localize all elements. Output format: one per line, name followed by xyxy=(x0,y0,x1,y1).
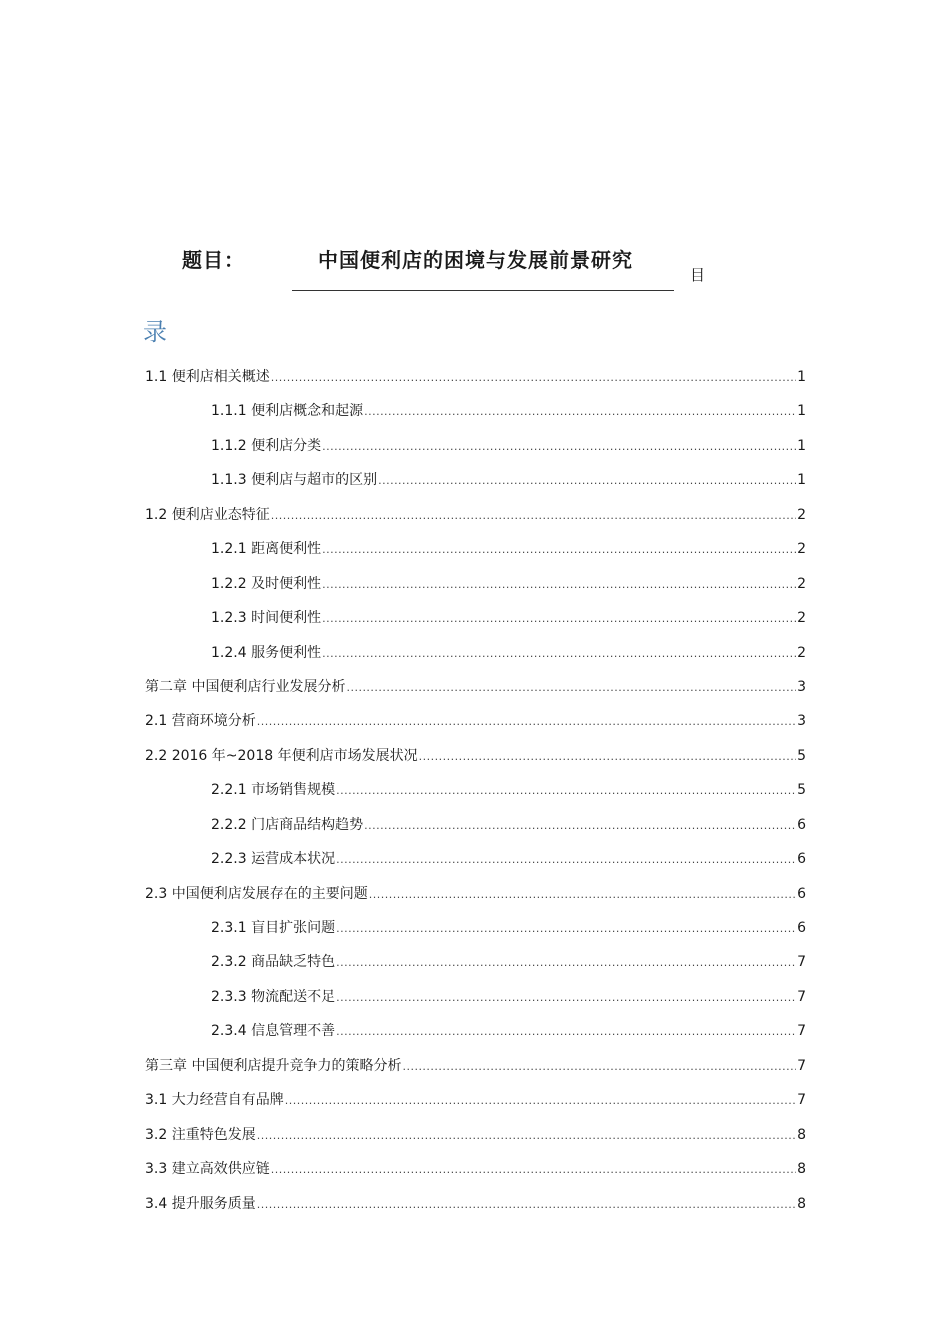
toc-entry-page: 2 xyxy=(797,644,806,661)
toc-leader-dots xyxy=(257,1125,796,1147)
toc-leader-dots xyxy=(369,884,796,906)
toc-leader-dots xyxy=(378,470,796,492)
toc-entry-page: 2 xyxy=(797,541,806,558)
toc-entry-page: 7 xyxy=(797,1057,806,1074)
toc-heading-part2: 录 xyxy=(143,318,167,346)
toc-entry-page: 8 xyxy=(797,1161,806,1178)
toc-entry-label: 2.3 中国便利店发展存在的主要问题 xyxy=(145,885,368,902)
toc-leader-dots xyxy=(402,1056,796,1078)
toc-entry[interactable] xyxy=(145,986,806,1020)
toc-leader-dots xyxy=(322,608,796,630)
toc-leader-dots xyxy=(419,746,796,768)
toc-entry-page: 1 xyxy=(797,472,806,489)
toc-leader-dots xyxy=(336,987,796,1009)
toc-entry-label: 2.3.2 商品缺乏特色 xyxy=(211,954,336,971)
toc-entry[interactable] xyxy=(145,917,806,951)
toc-entry-label: 第二章 中国便利店行业发展分析 xyxy=(145,678,346,695)
toc-entry-label: 1.1.1 便利店概念和起源 xyxy=(211,403,364,420)
toc-leader-dots xyxy=(336,1021,796,1043)
toc-leader-dots xyxy=(322,643,796,665)
toc-entry-page: 2 xyxy=(797,610,806,627)
toc-entry[interactable] xyxy=(145,1089,806,1123)
toc-entry-label: 2.1 营商环境分析 xyxy=(145,713,256,730)
toc-entry-label: 1.2.1 距离便利性 xyxy=(211,541,322,558)
toc-entry-page: 6 xyxy=(797,816,806,833)
toc-entry-label: 1.2.2 及时便利性 xyxy=(211,575,322,592)
toc-entry[interactable] xyxy=(145,469,806,503)
toc-leader-dots xyxy=(271,367,796,389)
toc-entry-label: 3.1 大力经营自有品牌 xyxy=(145,1092,284,1109)
toc-entry-page: 1 xyxy=(797,403,806,420)
toc-leader-dots xyxy=(364,815,796,837)
toc-entry[interactable] xyxy=(145,848,806,882)
toc-entry-label: 2.3.3 物流配送不足 xyxy=(211,988,336,1005)
toc-entry-page: 8 xyxy=(797,1195,806,1212)
toc-entry[interactable] xyxy=(145,1124,806,1158)
toc-entry[interactable] xyxy=(145,1020,806,1054)
toc-entry-page: 2 xyxy=(797,506,806,523)
toc-entry-label: 3.4 提升服务质量 xyxy=(145,1195,256,1212)
toc-entry-page: 7 xyxy=(797,954,806,971)
title-label: 题目： xyxy=(182,248,245,272)
toc-entry-page: 3 xyxy=(797,678,806,695)
toc-leader-dots xyxy=(364,401,796,423)
toc-entry-page: 7 xyxy=(797,988,806,1005)
toc-entry-page: 3 xyxy=(797,713,806,730)
toc-entry-label: 1.2 便利店业态特征 xyxy=(145,506,270,523)
toc-entry-label: 1.1.3 便利店与超市的区别 xyxy=(211,472,378,489)
toc-entry-label: 3.2 注重特色发展 xyxy=(145,1126,256,1143)
toc-entry[interactable] xyxy=(145,366,806,400)
toc-entry[interactable] xyxy=(145,1193,806,1227)
title-underline xyxy=(292,290,674,291)
toc-entry-label: 1.2.3 时间便利性 xyxy=(211,610,322,627)
toc-entry-page: 5 xyxy=(797,782,806,799)
table-of-contents xyxy=(145,366,806,1227)
toc-entry-label: 1.1 便利店相关概述 xyxy=(145,369,270,385)
toc-entry-label: 1.1.2 便利店分类 xyxy=(211,437,322,454)
toc-entry[interactable] xyxy=(145,1055,806,1089)
toc-entry-page: 8 xyxy=(797,1126,806,1143)
toc-entry[interactable] xyxy=(145,951,806,985)
toc-entry-label: 1.2.4 服务便利性 xyxy=(211,644,322,661)
toc-entry[interactable] xyxy=(145,1158,806,1192)
toc-leader-dots xyxy=(257,711,796,733)
toc-entry[interactable] xyxy=(145,710,806,744)
toc-leader-dots xyxy=(336,780,796,802)
toc-entry-label: 第三章 中国便利店提升竞争力的策略分析 xyxy=(145,1057,402,1074)
toc-entry[interactable] xyxy=(145,573,806,607)
toc-entry-label: 2.2 2016 年~2018 年便利店市场发展状况 xyxy=(145,747,418,764)
toc-entry-label: 2.3.1 盲目扩张问题 xyxy=(211,920,336,936)
toc-leader-dots xyxy=(322,539,796,561)
toc-entry-page: 1 xyxy=(797,369,806,385)
toc-entry[interactable] xyxy=(145,642,806,676)
toc-entry[interactable] xyxy=(145,779,806,813)
toc-entry-label: 2.2.2 门店商品结构趋势 xyxy=(211,816,364,833)
toc-heading-part1: 目 xyxy=(690,266,706,284)
toc-entry-label: 2.3.4 信息管理不善 xyxy=(211,1023,336,1040)
toc-entry-page: 6 xyxy=(797,851,806,868)
toc-entry-label: 3.3 建立高效供应链 xyxy=(145,1161,270,1178)
toc-entry[interactable] xyxy=(145,607,806,641)
toc-leader-dots xyxy=(271,505,796,527)
toc-entry-page: 1 xyxy=(797,437,806,454)
toc-entry[interactable] xyxy=(145,814,806,848)
toc-leader-dots xyxy=(257,1194,796,1216)
toc-entry-page: 5 xyxy=(797,747,806,764)
toc-entry[interactable] xyxy=(145,745,806,779)
toc-entry[interactable] xyxy=(145,435,806,469)
toc-entry-page: 7 xyxy=(797,1023,806,1040)
toc-leader-dots xyxy=(322,574,796,596)
toc-entry-page: 6 xyxy=(797,920,806,936)
toc-entry-label: 2.2.1 市场销售规模 xyxy=(211,782,336,799)
toc-leader-dots xyxy=(271,1159,796,1181)
toc-entry[interactable] xyxy=(145,883,806,917)
toc-leader-dots xyxy=(336,918,796,940)
toc-leader-dots xyxy=(346,677,796,699)
toc-entry-page: 2 xyxy=(797,575,806,592)
toc-entry[interactable] xyxy=(145,538,806,572)
toc-leader-dots xyxy=(336,952,796,974)
toc-entry-page: 6 xyxy=(797,885,806,902)
toc-entry[interactable] xyxy=(145,400,806,434)
toc-entry[interactable] xyxy=(145,676,806,710)
toc-leader-dots xyxy=(285,1090,796,1112)
toc-leader-dots xyxy=(336,849,796,871)
page-title: 中国便利店的困境与发展前景研究 xyxy=(318,248,633,272)
toc-entry-label: 2.2.3 运营成本状况 xyxy=(211,851,336,868)
toc-entry[interactable] xyxy=(145,504,806,538)
toc-leader-dots xyxy=(322,436,796,458)
toc-entry-page: 7 xyxy=(797,1092,806,1109)
